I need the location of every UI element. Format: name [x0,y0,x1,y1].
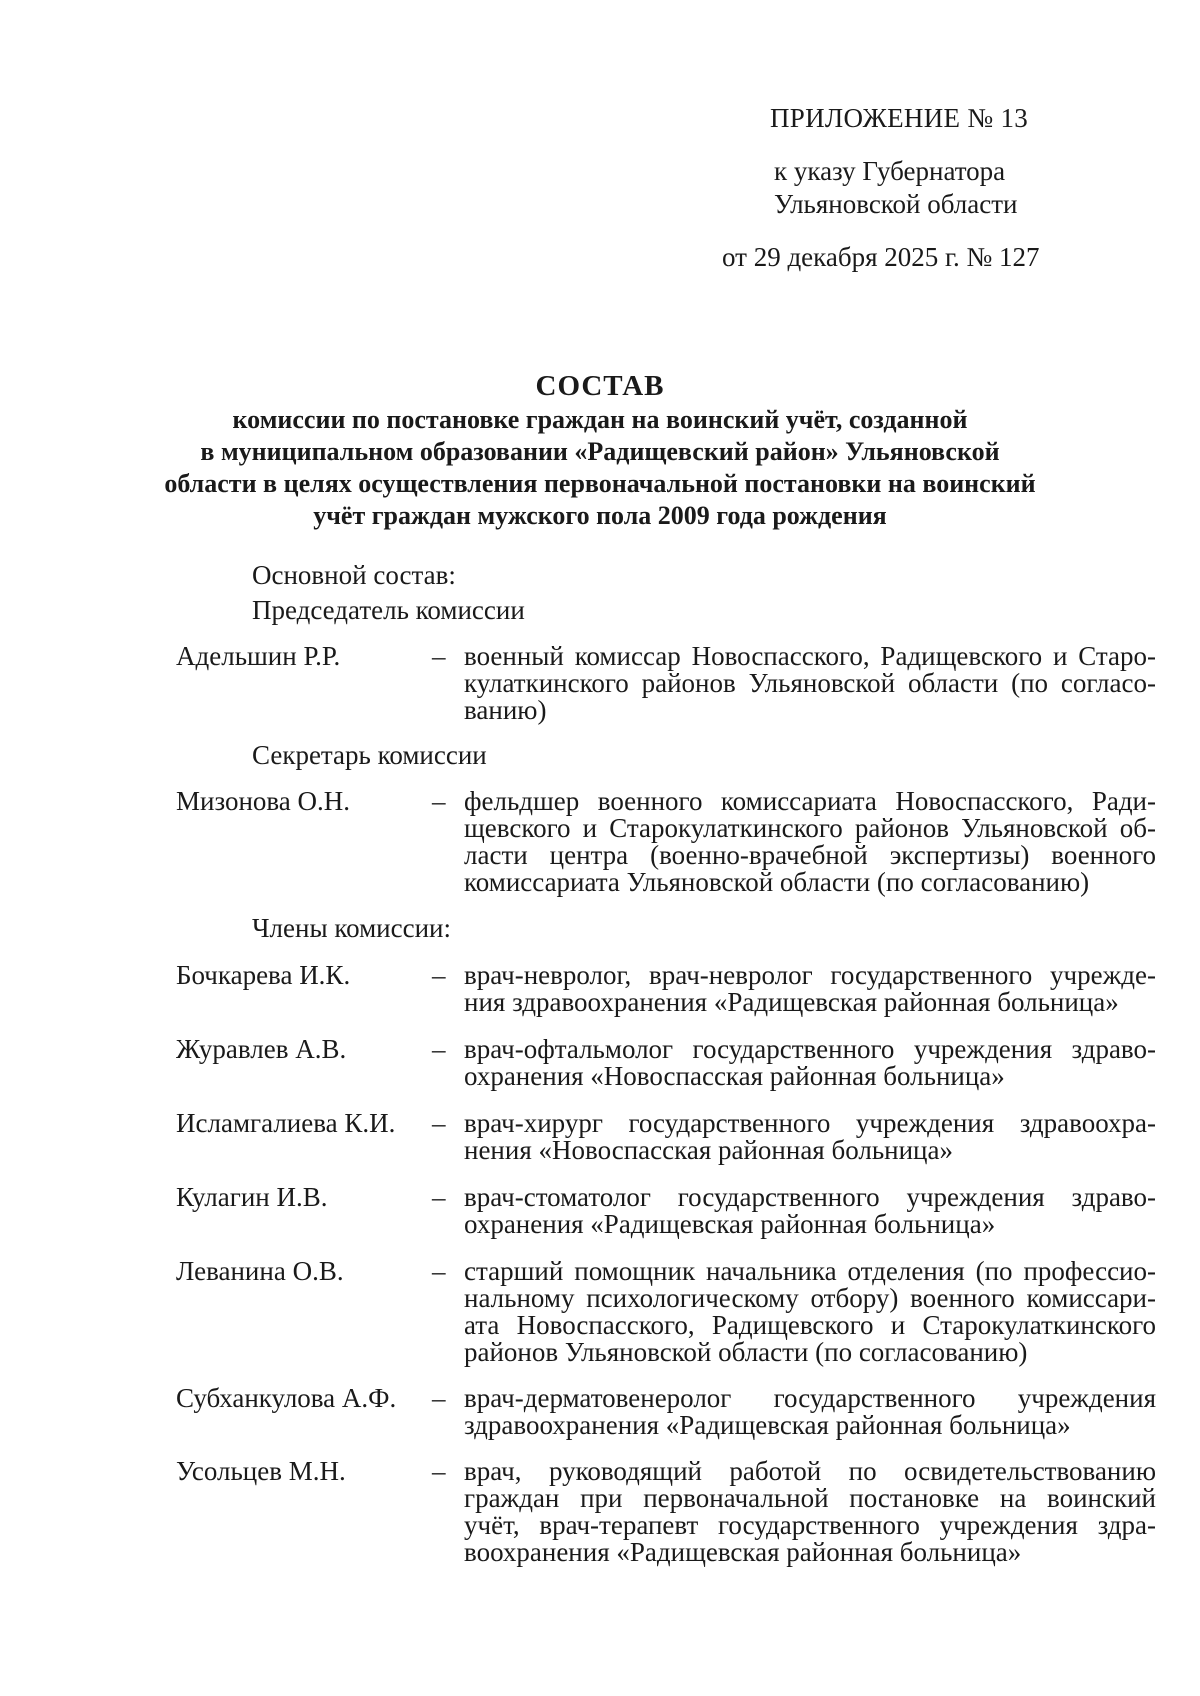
dash-separator: – [432,960,446,990]
dash-separator: – [432,641,446,671]
member-role [464,1258,1156,1366]
role-line: воохранения «Радищевская районная больница» [464,1537,1022,1567]
member-name: Адельшин Р.Р. [176,641,341,671]
role-line: врач-дерматовенеролог государственного учреждения [464,1383,1156,1413]
role-line: врач-хирург государственного учреждения здравоохра- [464,1108,1156,1138]
member-name: Журавлев А.В. [176,1034,347,1064]
title-line: учёт граждан мужского пола 2009 года рождения [313,501,887,530]
role-line: врач-невролог, врач-невролог государственного учрежде- [464,960,1156,990]
role-line: учёт, врач-терапевт государственного учреждения здра- [464,1510,1156,1540]
dash-separator: – [432,1108,446,1138]
role-line: нальному психологическому отбору) военного комиссари- [464,1283,1156,1313]
member-name: Леванина О.В. [176,1256,344,1286]
dash-separator: – [432,786,446,816]
role-line: комиссариата Ульяновской области (по согласованию) [464,867,1090,897]
dash-separator: – [432,1383,446,1413]
title-line: в муниципальном образовании «Радищевский район» Ульяновской [200,437,1000,466]
dash-separator: – [432,1182,446,1212]
decree-reference-line-2: Ульяновской области [774,189,1018,219]
role-line: здравоохранения «Радищевская районная больница» [464,1410,1071,1440]
decree-date-number: от 29 декабря 2025 г. № 127 [722,242,1040,272]
role-line: охранения «Новоспасская районная больница» [464,1061,1005,1091]
member-name: Субханкулова А.Ф. [176,1383,397,1413]
member-role [464,962,1156,1016]
section-secretary: Секретарь комиссии [252,740,487,770]
dash-separator: – [432,1256,446,1286]
member-role [464,1110,1156,1164]
role-line: ласти центра (военно-врачебной экспертизы) военного [464,840,1156,870]
section-chairman: Председатель комиссии [252,595,525,625]
document-title [150,368,1050,532]
role-line: граждан при первоначальной постановке на воинский [464,1483,1156,1513]
role-line: ванию) [464,695,547,725]
member-role [464,1184,1156,1238]
role-line: врач-стоматолог государственного учреждения здраво- [464,1182,1156,1212]
member-name: Кулагин И.В. [176,1182,328,1212]
title-line: области в целях осуществления первоначальной постановки на воинский [164,469,1036,498]
role-line: районов Ульяновской области (по согласованию) [464,1337,1028,1367]
section-main-composition: Основной состав: [252,560,456,590]
title-main: СОСТАВ [535,370,665,402]
role-line: охранения «Радищевская районная больница» [464,1209,996,1239]
member-name: Исламгалиева К.И. [176,1108,396,1138]
dash-separator: – [432,1456,446,1486]
appendix-header [722,102,1150,274]
member-role [464,1385,1156,1439]
role-line: кулаткинского районов Ульяновской области (по согласо- [464,668,1156,698]
appendix-number: ПРИЛОЖЕНИЕ № 13 [770,103,1029,133]
role-line: врач-офтальмолог государственного учреждения здраво- [464,1034,1156,1064]
member-name: Бочкарева И.К. [176,960,351,990]
role-line: военный комиссар Новоспасского, Радищевского и Старо- [464,641,1156,671]
dash-separator: – [432,1034,446,1064]
role-line: щевского и Старокулаткинского районов Ульяновской об- [464,813,1156,843]
title-line: комиссии по постановке граждан на воинский учёт, созданной [232,405,968,434]
member-role [464,788,1156,896]
member-name: Усольцев М.Н. [176,1456,346,1486]
role-line: старший помощник начальника отделения (по профессио- [464,1256,1156,1286]
role-line: врач, руководящий работой по освидетельствованию [464,1456,1156,1486]
role-line: ния здравоохранения «Радищевская районная больница» [464,987,1119,1017]
section-members: Члены комиссии: [252,913,451,943]
member-role [464,1036,1156,1090]
decree-reference-line-1: к указу Губернатора [774,156,1006,186]
role-line: нения «Новоспасская районная больница» [464,1135,953,1165]
member-name: Мизонова О.Н. [176,786,351,816]
role-line: фельдшер военного комиссариата Новоспасского, Ради- [464,786,1156,816]
member-role [464,1458,1156,1566]
member-role [464,643,1156,724]
role-line: ата Новоспасского, Радищевского и Старокулаткинского [464,1310,1156,1340]
